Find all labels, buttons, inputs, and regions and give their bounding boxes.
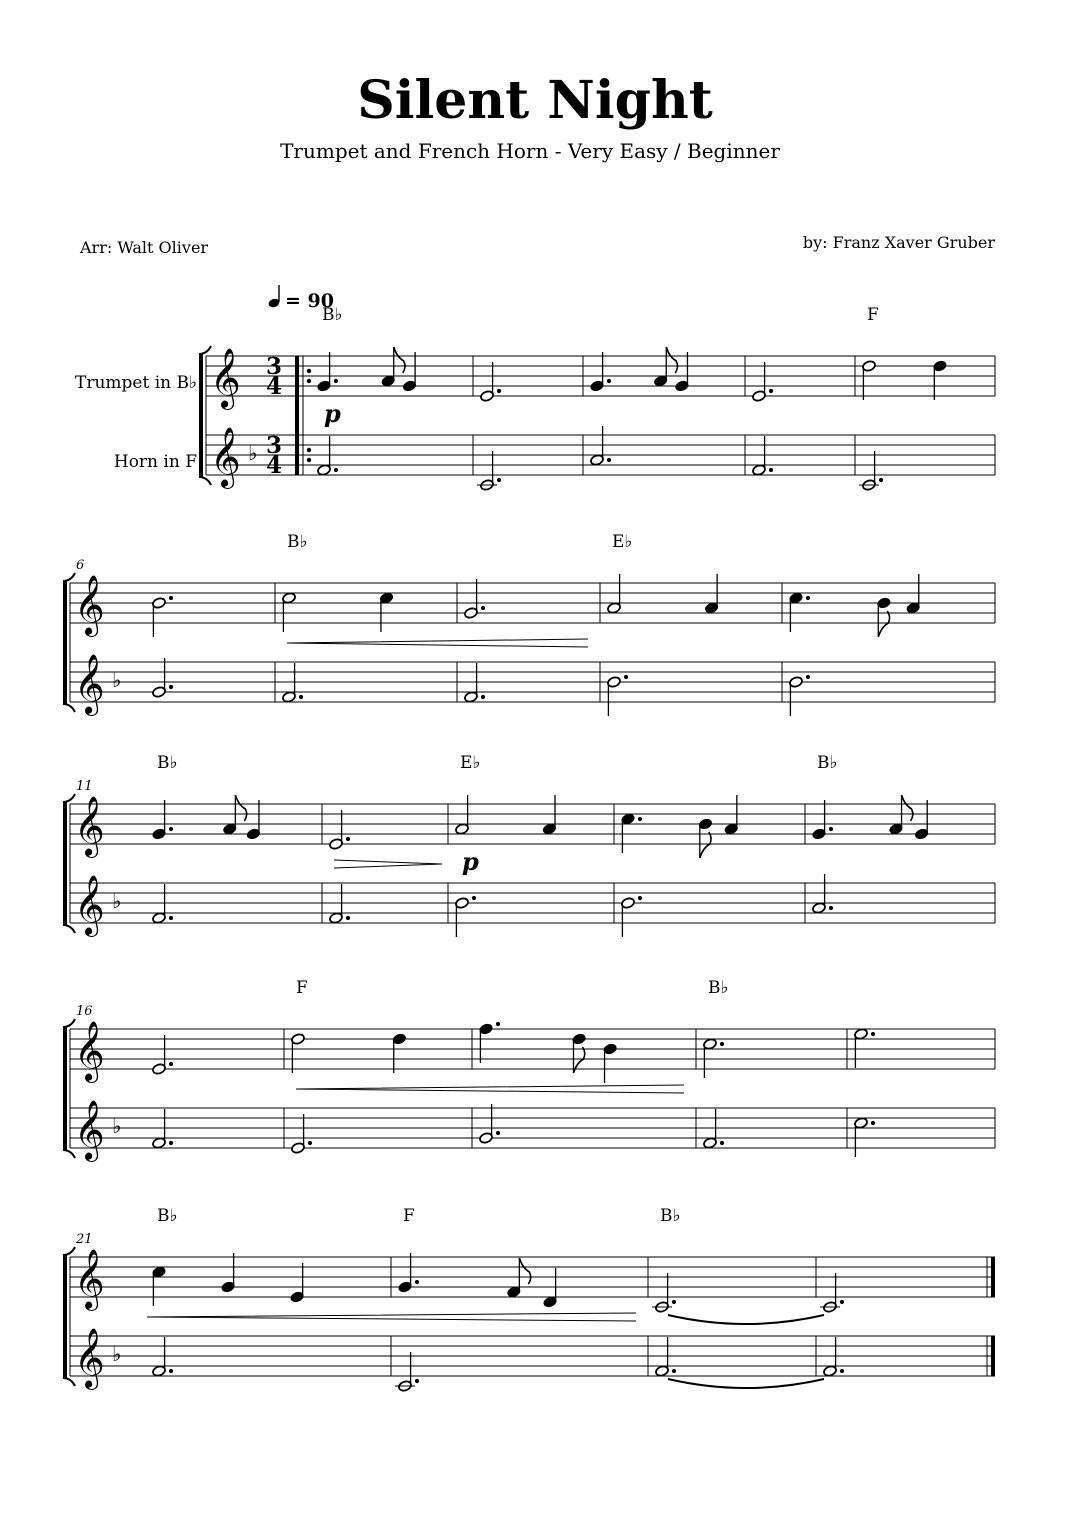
augmentation-dot — [840, 1369, 844, 1373]
augmentation-dot — [169, 916, 173, 920]
treble-clef-icon: 𝄞 — [74, 1249, 105, 1309]
time-signature-bottom: 4 — [265, 373, 283, 400]
augmentation-dot — [346, 916, 350, 920]
note-flag — [666, 347, 677, 373]
chord-symbol: B♭ — [660, 1206, 681, 1226]
augmentation-dot — [806, 675, 810, 679]
system-2 — [63, 532, 995, 716]
tie — [668, 1379, 824, 1388]
measure-9 — [607, 532, 719, 716]
augmentation-dot — [169, 827, 173, 831]
time-signature-top: 3 — [265, 432, 283, 459]
instrument-label-trumpet: Trumpet in B♭ — [74, 373, 197, 393]
augmentation-dot — [308, 1141, 312, 1145]
score-subtitle: Trumpet and French Horn - Very Easy / Beginner — [280, 139, 780, 163]
chord-symbol: B♭ — [708, 978, 729, 998]
measure-12 — [329, 810, 442, 924]
treble-clef-icon: 𝄞 — [74, 575, 105, 635]
measure-number: 11 — [76, 779, 93, 794]
augmentation-dot — [607, 379, 611, 383]
augmentation-dot — [840, 1300, 844, 1304]
augmentation-dot — [769, 389, 773, 393]
repeat-dot — [307, 379, 311, 383]
chord-symbol: F — [403, 1206, 415, 1226]
note-flag — [519, 1258, 530, 1284]
augmentation-dot — [169, 596, 173, 600]
augmentation-dot — [334, 379, 338, 383]
augmentation-dot — [472, 896, 476, 900]
augmentation-dot — [720, 1141, 724, 1145]
measure-10 — [789, 574, 921, 716]
augmentation-dot — [769, 468, 773, 472]
tempo-value: = 90 — [285, 290, 334, 312]
crescendo-hairpin — [287, 639, 588, 647]
augmentation-dot — [299, 695, 303, 699]
measure-1 — [317, 305, 417, 476]
score-title: Silent Night — [357, 70, 713, 131]
chord-symbol: B♭ — [157, 1206, 178, 1226]
augmentation-dot — [481, 695, 485, 699]
system-5 — [63, 1206, 995, 1392]
final-thick-barline — [991, 1336, 995, 1376]
augmentation-dot — [334, 468, 338, 472]
measure-24 — [820, 1273, 844, 1377]
repeat-thick-barline — [295, 356, 299, 475]
chord-symbol: B♭ — [817, 753, 838, 773]
system-4 — [63, 978, 995, 1162]
augmentation-dot — [672, 1300, 676, 1304]
key-signature-flat: ♭ — [112, 889, 122, 913]
treble-clef-icon: 𝄞 — [74, 1021, 105, 1081]
treble-clef-icon: 𝄞 — [210, 348, 241, 408]
measure-8 — [287, 579, 588, 703]
key-signature-flat: ♭ — [112, 1342, 122, 1366]
chord-symbol: B♭ — [157, 753, 178, 773]
measure-number: 6 — [76, 558, 85, 573]
augmentation-dot — [169, 1369, 173, 1373]
treble-clef-icon: 𝄞 — [74, 1100, 105, 1160]
augmentation-dot — [829, 827, 833, 831]
augmentation-dot — [638, 896, 642, 900]
chord-symbol: B♭ — [287, 532, 308, 552]
chord-symbol: F — [867, 305, 879, 325]
treble-clef-icon: 𝄞 — [210, 427, 241, 487]
time-signature-top: 3 — [265, 353, 283, 380]
augmentation-dot — [169, 685, 173, 689]
measure-2 — [477, 362, 501, 491]
augmentation-dot — [497, 389, 501, 393]
note-flag — [235, 795, 246, 821]
note-flag — [394, 347, 405, 373]
system-bracket — [63, 802, 67, 925]
measure-5 — [859, 305, 947, 491]
augmentation-dot — [496, 1131, 500, 1135]
augmentation-dot — [415, 1280, 419, 1284]
augmentation-dot — [871, 1121, 875, 1125]
measure-3 — [590, 347, 689, 466]
music-notation — [63, 305, 995, 1392]
dynamic-marking: p — [324, 399, 341, 428]
time-signature-bottom: 4 — [265, 452, 283, 479]
treble-clef-icon: 𝄞 — [74, 654, 105, 714]
note-flag — [700, 832, 711, 858]
measure-21 — [152, 1206, 305, 1377]
key-signature-flat: ♭ — [112, 668, 122, 692]
system-bracket — [63, 1255, 67, 1378]
augmentation-dot — [496, 1022, 500, 1026]
augmentation-dot — [624, 675, 628, 679]
repeat-dot — [307, 369, 311, 373]
system-3 — [63, 753, 995, 937]
measure-number: 16 — [76, 1004, 93, 1019]
treble-clef-icon: 𝄞 — [74, 796, 105, 856]
augmentation-dot — [346, 837, 350, 841]
augmentation-dot — [720, 1042, 724, 1046]
note-flag — [878, 611, 889, 637]
chord-symbol: E♭ — [612, 532, 633, 552]
augmentation-dot — [638, 817, 642, 821]
measure-16 — [152, 1035, 173, 1149]
repeat-dot — [307, 458, 311, 462]
composer-credit: by: Franz Xaver Gruber — [802, 233, 995, 252]
chord-symbol: E♭ — [460, 753, 481, 773]
measure-7 — [282, 532, 394, 703]
measure-11 — [152, 753, 261, 924]
crescendo-hairpin — [296, 1085, 684, 1093]
key-signature-flat: ♭ — [112, 1114, 122, 1138]
arranger-credit: Arr: Walt Oliver — [80, 238, 209, 257]
dynamic-marking: p — [462, 847, 479, 876]
measure-13 — [455, 753, 557, 937]
measure-4 — [752, 362, 773, 476]
treble-clef-icon: 𝄞 — [74, 1328, 105, 1388]
treble-clef-icon: 𝄞 — [74, 875, 105, 935]
augmentation-dot — [415, 1379, 419, 1383]
augmentation-dot — [806, 596, 810, 600]
final-thick-barline — [991, 1257, 995, 1297]
measure-14 — [621, 795, 739, 937]
measure-number: 21 — [76, 1232, 93, 1247]
augmentation-dot — [829, 906, 833, 910]
tie — [668, 1315, 824, 1324]
augmentation-dot — [481, 606, 485, 610]
system-bracket — [63, 581, 67, 704]
system-bracket — [63, 1027, 67, 1150]
crescendo-hairpin — [147, 1313, 636, 1321]
augmentation-dot — [871, 1032, 875, 1036]
augmentation-dot — [497, 478, 501, 482]
augmentation-dot — [169, 1141, 173, 1145]
chord-symbol: B♭ — [322, 305, 343, 325]
note-flag — [902, 795, 913, 821]
augmentation-dot — [879, 478, 883, 482]
measure-6 — [152, 596, 173, 698]
measure-19 — [703, 978, 729, 1149]
augmentation-dot — [672, 1369, 676, 1373]
augmentation-dot — [607, 458, 611, 462]
system-bracket — [199, 354, 203, 477]
chord-symbol: F — [296, 978, 308, 998]
diminuendo-hairpin — [334, 860, 442, 868]
instrument-label-horn: Horn in F — [113, 452, 197, 472]
key-signature-flat: ♭ — [248, 441, 258, 465]
repeat-dot — [307, 448, 311, 452]
measure-18 — [296, 1022, 684, 1144]
augmentation-dot — [169, 1062, 173, 1066]
system-1 — [199, 305, 995, 491]
